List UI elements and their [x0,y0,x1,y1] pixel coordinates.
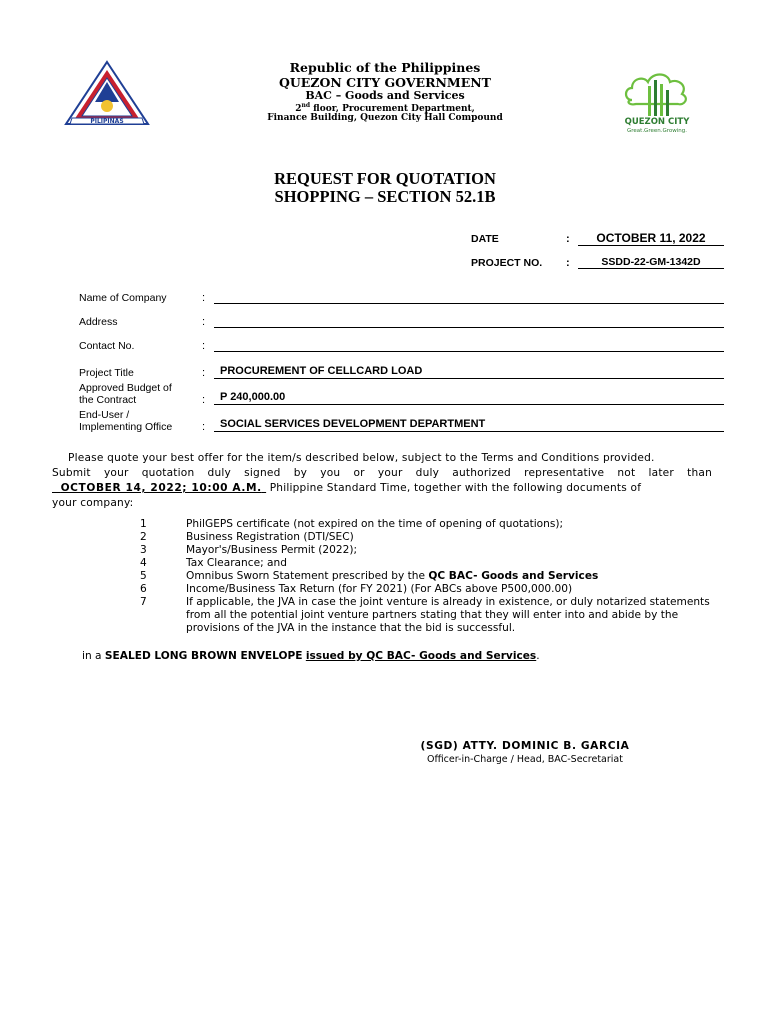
list-item-text [186,570,710,583]
list-item [140,518,710,531]
list-item-text-plain: Omnibus Sworn Statement prescribed by the [186,570,429,582]
budget-colon: : [202,394,206,406]
contact-label: Contact No. [79,340,135,352]
date-colon: : [566,233,570,245]
quezon-city-logo [618,66,696,136]
contact-field[interactable] [214,338,724,352]
company-field[interactable] [214,290,724,304]
list-item [140,596,710,635]
address-label: Address [79,316,118,328]
project-no-label: PROJECT NO. [471,257,543,269]
list-item [140,570,710,583]
sealed-end: . [536,650,540,662]
list-item-text: If applicable, the JVA in case the joint venture is already in existence, or duly notarized statements from all the potential joint venture partners stating that they will enter into and abide by the provisions of the JVA in the instance that the bid is successful. [186,596,710,634]
deadline-text: OCTOBER 14, 2022; 10:00 A.M. [60,482,262,494]
list-item-number: 7 [140,596,147,608]
signatory-name: (SGD) ATTY. DOMINIC B. GARCIA [420,740,630,752]
document-subtitle: SHOPPING – SECTION 52.1B [274,187,496,206]
end-user-value: SOCIAL SERVICES DEVELOPMENT DEPARTMENT [214,418,724,432]
end-user-label-line-1: End-User / [79,409,130,421]
sealed-envelope-note [82,650,540,662]
header-line-2: QUEZON CITY GOVERNMENT [279,75,491,90]
sealed-prefix: in a [82,650,105,662]
header-line-4-ordinal: 2 [295,104,302,114]
instruction-line-3-rest: Philippine Standard Time, together with the following documents of [269,482,642,494]
sealed-bold: SEALED LONG BROWN ENVELOPE [104,650,303,662]
date-value: OCTOBER 11, 2022 [578,231,724,246]
instruction-line-2: Submit your quotation duly signed by you or your duly authorized representative not later than [52,467,712,479]
signatory-position: Officer-in-Charge / Head, BAC-Secretariat [427,754,623,765]
list-item-text: Business Registration (DTI/SEC) [186,531,354,543]
list-item-number: 4 [140,557,147,569]
list-item-number: 6 [140,583,147,595]
list-item-text: Mayor's/Business Permit (2022); [186,544,358,556]
company-label: Name of Company [79,292,167,304]
header-line-4-rest: floor, Procurement Department, [310,104,475,114]
instruction-line-1: Please quote your best offer for the item/s described below, subject to the Terms and Conditions provided. [68,452,655,464]
project-title-colon: : [202,367,206,379]
list-item-number: 1 [140,518,147,530]
budget-value: P 240,000.00 [214,391,724,405]
document-title: REQUEST FOR QUOTATION [274,169,496,188]
header-line-3: BAC – Goods and Services [305,89,465,102]
budget-label-line-1: Approved Budget of [79,382,172,394]
list-item-text: PhilGEPS certificate (not expired on the time of opening of quotations); [186,518,564,530]
address-field[interactable] [214,314,724,328]
list-item-number: 3 [140,544,147,556]
address-colon: : [202,316,206,328]
documents-list [140,518,710,635]
list-item [140,583,710,596]
list-item-text: Income/Business Tax Return (for FY 2021) (For ABCs above P500,000.00) [186,583,573,595]
city-seal [64,60,150,126]
contact-colon: : [202,340,206,352]
list-item-text-bold: QC BAC- Goods and Services [428,570,599,582]
project-title-label: Project Title [79,367,134,379]
header-line-5: Finance Building, Quezon City Hall Compound [267,113,503,123]
end-user-colon: : [202,421,206,433]
end-user-label-line-2: Implementing Office [79,421,173,433]
instruction-line-4: your company: [52,497,134,509]
list-item-number: 5 [140,570,147,582]
logo-text: QUEZON CITY [624,117,690,127]
list-item-text: Tax Clearance; and [186,557,287,569]
deadline [52,482,266,494]
header-line-4-sup: nd [301,102,311,109]
header-line-1: Republic of the Philippines [289,60,481,75]
project-no-value: SSDD-22-GM-1342D [578,256,724,269]
date-label: DATE [471,233,499,245]
list-item [140,557,710,570]
list-item [140,531,710,544]
logo-tagline: Great.Green.Growing. [627,128,687,134]
list-item-number: 2 [140,531,147,543]
budget-label-line-2: the Contract [79,394,137,406]
sealed-underlined: issued by QC BAC- Goods and Services [305,650,537,662]
project-title-value: PROCUREMENT OF CELLCARD LOAD [214,365,724,379]
instruction-line-3 [52,481,712,497]
company-colon: : [202,292,206,304]
seal-bottom-text: PILIPINAS [90,118,124,125]
project-no-colon: : [566,257,570,269]
list-item [140,544,710,557]
